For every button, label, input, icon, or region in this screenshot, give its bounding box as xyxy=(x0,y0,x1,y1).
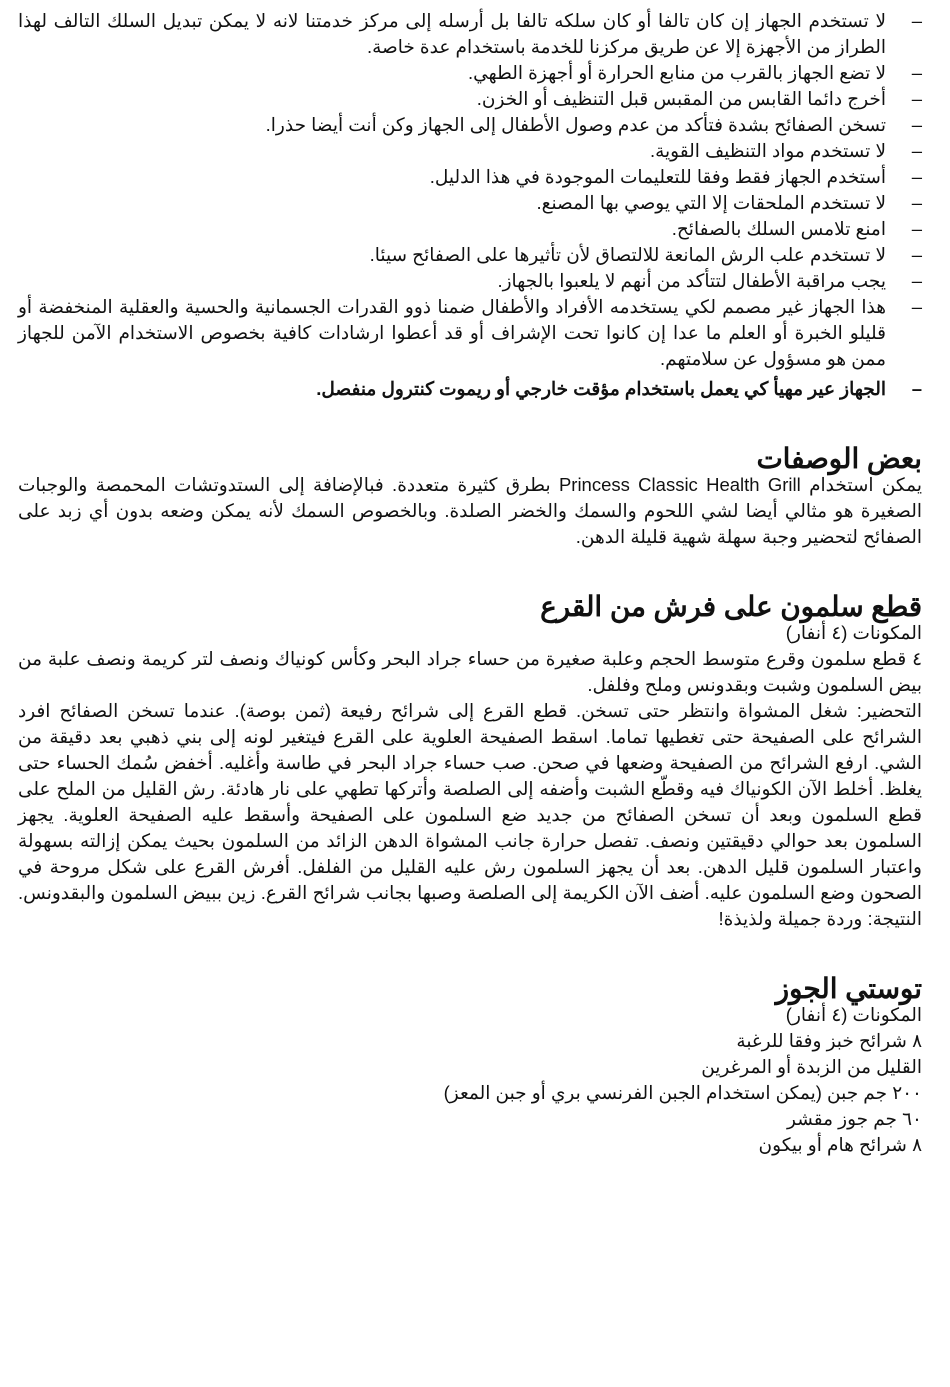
dash-bullet: – xyxy=(911,244,922,265)
salmon-ingredients: ٤ قطع سلمون وقرع متوسط الحجم وعلبة صغيرة من حساء جراد البحر وكأس كونياك ونصف لتر كريمة ونصف علبة من بيض السلمون وشبت وبقدونس وملح وفلفل. xyxy=(18,648,922,695)
salmon-preparation: التحضير: شغل المشواة وانتظر حتى تسخن. قطع القرع إلى شرائح رفيعة (ثمن بوصة). عندما تسخن الصفائح افرد الشرائح على الصفيحة حتى تغطيها تماما. اسقط الصفيحة العلوية على القرع فيتغير لونه إلى بني ذهبي بعد دقيقة من الشي. ارفع الشرائح من الصفيحة وضعها في صحن. صب حساء جراد البحر في طاسة وأغليه. أخفض سُمك الحساء حتى يغلظ. أخلط الآن الكونياك فيه وقطّع الشبت وأضفه إلى الصلصة وأتركها تطهي على نار هادئة. رش القليل من الملح على قطع السلمون وبعد أن تسخن الصفائح من جديد ضع السلمون على الصفيحة وأسقط عليه الصفيحة العلوية. يجهز السلمون بعد حوالي دقيقتين ونصف. تفصل حرارة جانب المشواة الدهن الزائد من السلمون بحيث يمكن إزالته بسهولة واعتبار السلمون قليل الدهن. بعد أن يجهز السلمون رش عليه القليل من الفلفل. أفرش القرع على شكل مروحة في الصحون وضع السلمون عليه. أضف الآن الكريمة إلى الصلصة وصبها بجانب شرائح القرع. زين ببيض السلمون والبقدونس. النتيجة: وردة جميلة ولذيذة! xyxy=(18,700,922,929)
warning-item: – لا تستخدم الملحقات إلا التي يوصي بها المصنع. xyxy=(18,190,922,216)
recipes-intro-section xyxy=(18,443,922,550)
dash-bullet: – xyxy=(911,62,922,83)
recipes-intro-text: يمكن استخدام Princess Classic Health Grill بطرق كثيرة متعددة. فبالإضافة إلى الستدوتشات المحمصة والوجبات الصغيرة هو مثالي أيضا لشي اللحوم والسمك والخضر الصلدة. وبالخصوص السمك لأنه يمكن وضعه بدون أي زبد على الصفائح لتحضير وجبة سهلة شهية قليلة الدهن. xyxy=(18,474,922,547)
warning-item: – لا تستخدم علب الرش المانعة للالتصاق لأن تأثيرها على الصفائح سيئا. xyxy=(18,242,922,268)
dash-bullet: – xyxy=(911,378,922,399)
warning-item: – يجب مراقبة الأطفال لتتأكد من أنهم لا يلعبوا بالجهاز. xyxy=(18,268,922,294)
warning-item: – لا تستخدم الجهاز إن كان تالفا أو كان سلكه تالفا بل أرسله إلى مركز خدمتنا لانه لا يمكن تبديل السلك التالف لهذا الطراز من الأجهزة إلا عن طريق مركزنا للخدمة باستخدام عدة خاصة. xyxy=(18,10,922,57)
warning-item: – تسخن الصفائح بشدة فتأكد من عدم وصول الأطفال إلى الجهاز وكن أنت أيضا حذرا. xyxy=(18,112,922,138)
toast-recipe-section xyxy=(18,973,922,1158)
dash-bullet: – xyxy=(911,296,922,317)
dash-bullet: – xyxy=(911,192,922,213)
dash-bullet: – xyxy=(911,88,922,109)
warning-item: – أستخدم الجهاز فقط وفقا للتعليمات الموجودة في هذا الدليل. xyxy=(18,164,922,190)
warning-item-bold: – الجهاز عير مهيأ كي يعمل باستخدام مؤقت خارجي أو ريموت كنترول منفصل. xyxy=(18,376,922,402)
warning-item: – لا تستخدم مواد التنظيف القوية. xyxy=(18,138,922,164)
warning-item: – لا تضع الجهاز بالقرب من منابع الحرارة أو أجهزة الطهي. xyxy=(18,60,922,86)
dash-bullet: – xyxy=(911,114,922,135)
toast-ingredient: القليل من الزبدة أو المرغرين xyxy=(701,1056,922,1077)
warning-item: – أخرج دائما القابس من المقبس قبل التنظيف أو الخزن. xyxy=(18,86,922,112)
dash-bullet: – xyxy=(911,140,922,161)
dash-bullet: – xyxy=(911,218,922,239)
toast-recipe-heading: توستي الجوز xyxy=(775,973,922,1004)
toast-ingredient: ٦٠ جم جوز مقشر xyxy=(787,1108,922,1129)
safety-warnings-list xyxy=(18,8,922,402)
salmon-recipe-section xyxy=(18,591,922,932)
dash-bullet: – xyxy=(911,270,922,291)
toast-ingredient: ٨ شرائح خبز وفقا للرغبة xyxy=(736,1030,922,1051)
toast-servings: المكونات (٤ أنفار) xyxy=(785,1004,922,1025)
dash-bullet: – xyxy=(911,10,922,31)
recipes-heading: بعض الوصفات xyxy=(756,443,922,474)
warning-item: – امنع تلامس السلك بالصفائح. xyxy=(18,216,922,242)
warning-item: – هذا الجهاز غير مصمم لكي يستخدمه الأفراد والأطفال ضمنا ذوو القدرات الجسمانية والحسية والعقلية المنخفضة أو قليلو الخبرة أو العلم ما عدا إن كانوا تحت الإشراف أو قد أعطوا ارشادات كافية بخصوص الاستخدام الآمن للجهاز ممن هو مسؤول عن سلامتهم. xyxy=(18,296,922,369)
toast-ingredient: ٢٠٠ جم جبن (يمكن استخدام الجبن الفرنسي بري أو جبن المعز) xyxy=(443,1082,922,1103)
toast-ingredient: ٨ شرائح هام أو بيكون xyxy=(758,1134,922,1155)
dash-bullet: – xyxy=(911,166,922,187)
salmon-recipe-heading: قطع سلمون على فرش من القرع xyxy=(540,591,922,622)
salmon-servings: المكونات (٤ أنفار) xyxy=(785,622,922,643)
